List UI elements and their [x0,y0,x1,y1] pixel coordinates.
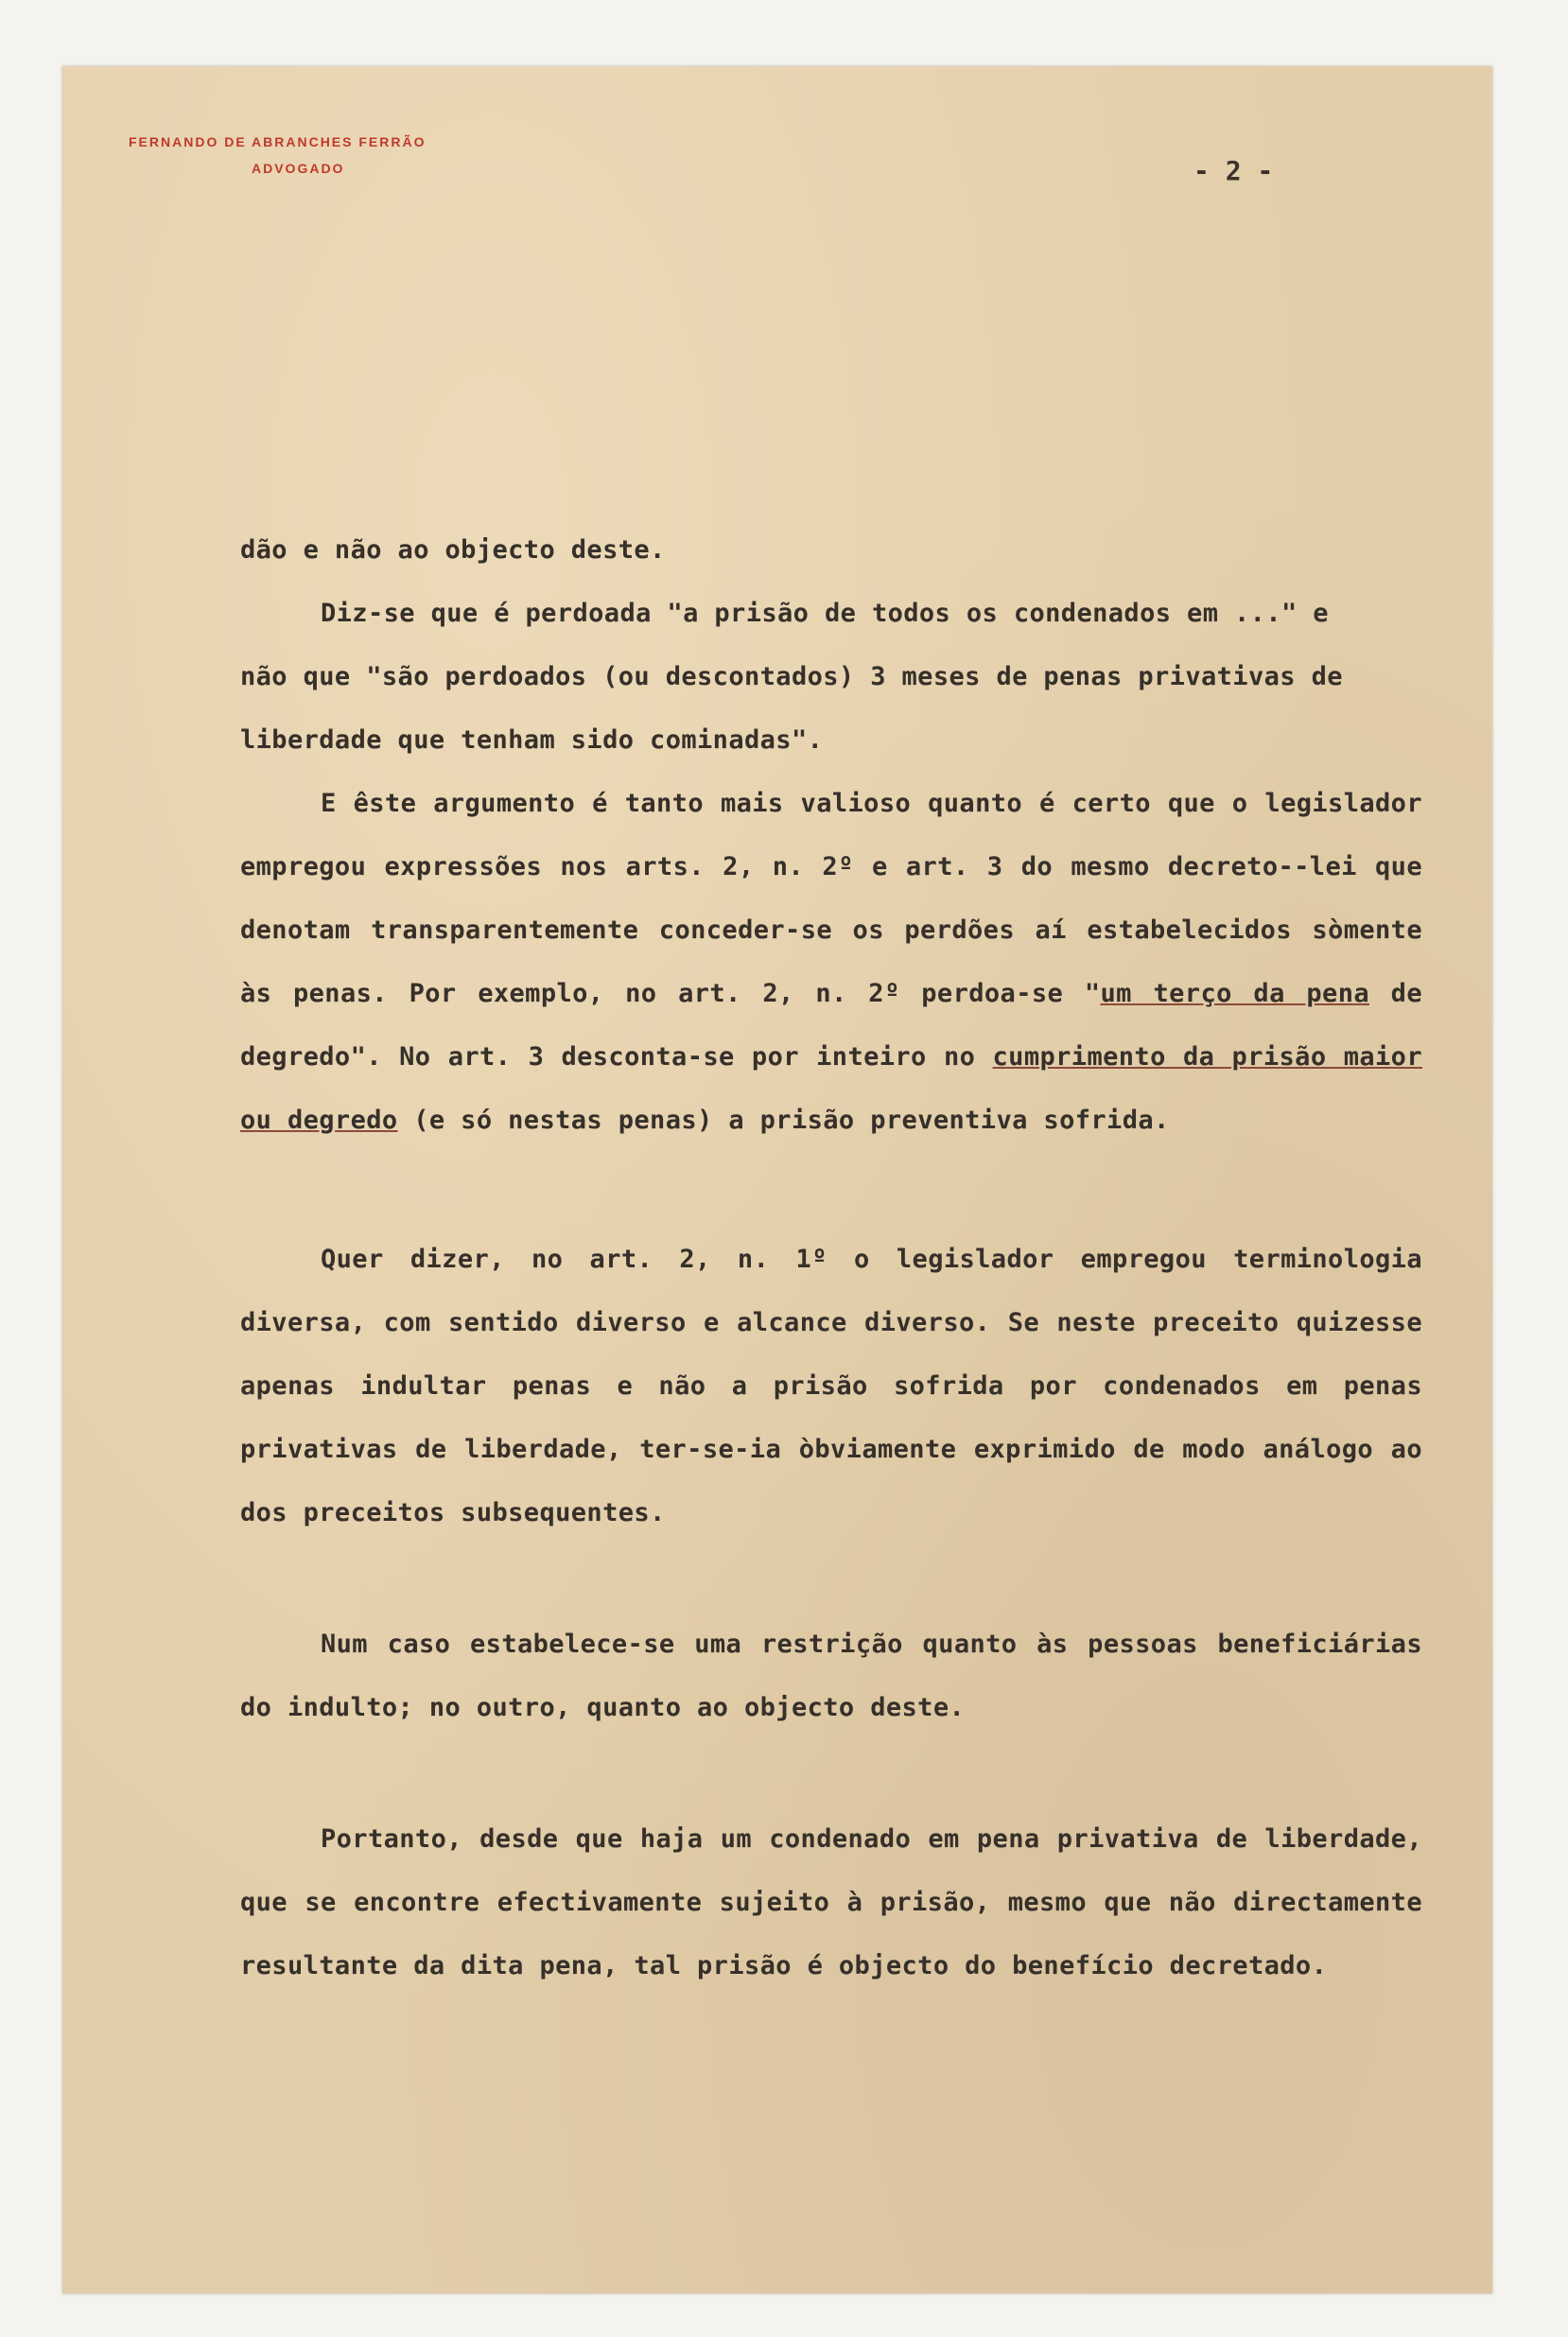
paragraph-4: Quer dizer, no art. 2, n. 1º o legislador empregou terminologia diversa, com sentido diverso e alcance diverso. Se neste preceito quizesse apenas indultar penas e não a prisão sofrida por condenados em penas privativas de liberdade, ter-se-ia òbviamente exprimido de modo análogo ao dos preceitos subsequentes. [240,1245,1422,1527]
paragraph-3-text-b: de degredo". No art. 3 desconta-se por inteiro no [240,979,1422,1072]
paragraph-2 [240,582,1422,772]
letter-body [240,518,1422,1997]
paragraph-5: Num caso estabelece-se uma restrição quanto às pessoas beneficiárias do indulto; no outro, quanto ao objecto deste. [240,1630,1422,1722]
paragraph-3 [240,772,1422,1152]
paragraph-6: Portanto, desde que haja um condenado em pena privativa de liberdade, que se encontre efectivamente sujeito à prisão, mesmo que não directamente resultante da dita pena, tal prisão é objecto do benefício decretado. [240,1824,1422,1980]
paragraph-3-text-c: (e só nestas penas) a prisão preventiva sofrida. [397,1106,1170,1135]
paragraph-1 [240,518,1422,582]
paragraph-2-line-3: liberdade que tenham sido cominadas". [240,725,824,755]
letterhead-name: FERNANDO DE ABRANCHES FERRÃO [129,134,427,149]
underlined-phrase-cumprimento: cumprimento da prisão maior ou degredo [240,1042,1422,1135]
paragraph-2-line-1: Diz-se que é perdoada "a prisão de todos os condenados em ..." e [321,599,1329,628]
paragraph-3-text-a: E êste argumento é tanto mais valioso quanto é certo que o legislador empregou expressões nos arts. 2, n. 2º e art. 3 do mesmo decreto--lei que denotam transparentemente conceder-se os perdões aí estabelecidos sòmente às penas. Por exemplo, no art. 2, n. 2º perdoa-se " [240,789,1422,1008]
paragraph-1-line: dão e não ao objecto deste. [240,535,666,565]
underlined-phrase-pena: um terço da pena [1100,979,1370,1008]
page-number: - 2 - [1193,155,1274,186]
letterhead-role: ADVOGADO [252,161,345,176]
paragraph-2-line-2: não que "são perdoados (ou descontados) 3 meses de penas privativas de [240,662,1343,691]
